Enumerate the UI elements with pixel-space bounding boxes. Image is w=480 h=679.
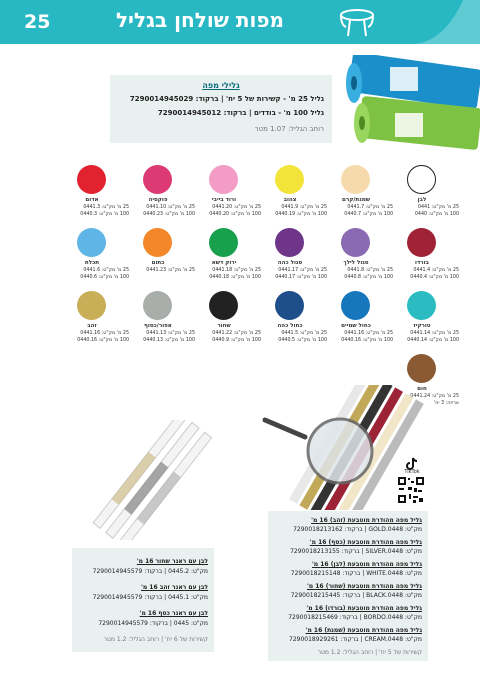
swatch-code-25m: 25 מ' מק"ט: 0441.5 <box>281 331 327 336</box>
swatch-color-circle <box>143 165 172 194</box>
page-number: 25 <box>24 11 51 33</box>
embossed-item-code: מק"ט: 0448.GOLD | ברקוד: 7290018213162 <box>293 526 422 533</box>
color-swatch <box>187 228 261 300</box>
table-icon <box>338 7 376 37</box>
swatch-code-25m: 25 מ' מק"ט: 0441.9 <box>281 205 327 210</box>
swatch-color-circle <box>275 228 304 257</box>
swatch-color-circle <box>407 165 436 194</box>
runner-rolls-image <box>72 420 232 540</box>
color-swatch <box>385 291 459 363</box>
swatch-name: סגול כהה <box>277 260 303 266</box>
swatch-name: תכלת <box>84 260 100 266</box>
swatch-name: כתום <box>151 260 165 266</box>
swatch-name: כחול שמיים <box>341 323 371 329</box>
swatch-code-25m: 25 מ' מק"ט: 0441.13 <box>146 331 195 336</box>
swatch-code-25m: 25 מ' מק"ט: 0441.18 <box>212 268 261 273</box>
swatch-code-25m: 25 מ' מק"ט: 0441.24 <box>410 394 459 399</box>
info-heading: גלילי מפה <box>202 81 240 90</box>
swatch-code-25m: 25 מ' מק"ט: 0441.6 <box>83 268 129 273</box>
swatch-code-100m: 100 מ' מק"ט: 0440.3 <box>80 212 129 217</box>
swatch-name: ירוק דשא <box>211 260 237 266</box>
swatch-code-100m: 100 מ' מק"ט: 0440.6 <box>80 275 129 280</box>
color-swatch <box>187 165 261 237</box>
swatch-code-100m: 100 מ' מק"ט: 0440.20 <box>209 212 261 217</box>
swatch-color-circle <box>341 291 370 320</box>
swatch-name: צהוב <box>283 197 297 203</box>
embossed-item-code: מק"ט: 0448.BORDO | ברקוד: 7290018215469 <box>288 614 422 621</box>
color-swatch <box>55 165 129 237</box>
product-info-box <box>110 75 332 143</box>
swatch-code-25m: 25 מ' מק"ט: 0441 <box>417 205 459 210</box>
swatch-code-100m: 100 מ' מק"ט: 0440.7 <box>344 212 393 217</box>
swatch-color-circle <box>143 291 172 320</box>
swatch-code-100m: 100 מ' מק"ט: 0440.16 <box>77 338 129 343</box>
swatch-color-circle <box>77 291 106 320</box>
swatch-name: שמנת/קרם <box>341 197 371 203</box>
color-swatch <box>121 228 195 300</box>
color-swatch <box>55 291 129 363</box>
runner-footer: קשירות של 6 יח' | רוחב הגליל: 1.2 מטר <box>103 636 208 643</box>
swatch-color-circle <box>77 165 106 194</box>
swatch-code-25m: 25 מ' מק"ט: 0441.7 <box>347 205 393 210</box>
swatch-code-25m: 25 מ' מק"ט: 0441.10 <box>146 205 195 210</box>
swatch-name: בורדו <box>415 260 429 266</box>
swatch-name: אפור/כסוף <box>144 323 172 329</box>
info-line-25m: גליל 25 מ' - קשירות של 5 יח' | ברקוד: 7290014945029 <box>129 95 324 103</box>
embossed-item-code: מק"ט: 0448.SILVER | ברקוד: 7290018213155 <box>290 548 422 555</box>
swatch-code-100m: 100 מ' מק"ט: 0440.16 <box>341 338 393 343</box>
embossed-footer: קשירות של 5 יח' | רוחב הגליל: 1.2 מטר <box>317 649 422 656</box>
embossed-item-title: גליל מפה מהודרת מוטבעת (שמנת) 16 מ' <box>305 627 422 634</box>
swatch-color-circle <box>209 165 238 194</box>
embossed-item-title: גליל מפה מהודרת מוטבעת (כסף) 16 מ' <box>309 539 422 546</box>
swatch-color-circle <box>209 291 238 320</box>
swatch-code-25m: 25 מ' מק"ט: 0441.17 <box>278 268 327 273</box>
swatch-color-circle <box>77 228 106 257</box>
swatch-code-25m: 25 מ' מק"ט: 0441.16 <box>344 331 393 336</box>
swatch-name: אדום <box>85 197 99 203</box>
embossed-products-box <box>268 511 428 661</box>
swatch-name: טורקיז <box>413 323 431 329</box>
swatch-name: זהב <box>87 323 97 329</box>
info-line-100m: גליל 100 מ' - בודדים | ברקוד: 7290014945012 <box>157 109 324 117</box>
swatch-color-circle <box>143 228 172 257</box>
page-title: מפות שולחן בגליל <box>115 8 284 32</box>
swatch-code-25m: 25 מ' מק"ט: 0441.14 <box>410 331 459 336</box>
color-swatch <box>319 228 393 300</box>
info-line-width: רוחב הגליל: 1.07 מטר <box>254 125 324 133</box>
swatch-code-100m: 100 מ' מק"ט: 0440.14 <box>407 338 459 343</box>
color-swatch <box>385 165 459 237</box>
swatch-color-circle <box>407 291 436 320</box>
tiktok-label: TikTok <box>404 469 420 475</box>
color-swatch <box>319 291 393 363</box>
embossed-item-code: מק"ט: 0448.CREAM | ברקוד: 7290018929261 <box>289 636 422 643</box>
swatch-code-100m: 100 מ' מק"ט: 0440.18 <box>209 275 261 280</box>
embossed-item-title: גליל מפה מהודרת מוטבעת (שחור) 16 מ' <box>306 583 422 590</box>
color-swatch <box>121 291 195 363</box>
swatch-color-circle <box>275 291 304 320</box>
swatch-color-circle <box>341 228 370 257</box>
swatch-code-100m: אריזה: 3 יח' <box>433 401 459 406</box>
swatch-name: כחול כהה <box>277 323 303 329</box>
embossed-item-code: מק"ט: 0448.BLACK | ברקוד: 7290018215445 <box>290 592 422 599</box>
swatch-code-100m: 100 מ' מק"ט: 0440.4 <box>410 275 459 280</box>
embossed-item-title: גליל מפה מהודרת מוטבעת (בורדו) 16 מ' <box>306 605 422 612</box>
swatch-name: סגול לילך <box>343 260 369 266</box>
swatch-code-100m: 100 מ' מק"ט: 0440.19 <box>275 212 327 217</box>
runner-black-code: מק"ט: 0445.2 | ברקוד: 7290014945579 <box>92 568 208 575</box>
swatch-color-circle <box>407 228 436 257</box>
embossed-item-title: גליל מפה מהודרת מוטבעת (לבן) 16 מ' <box>311 561 422 568</box>
swatch-code-100m: 100 מ' מק"ט: 0440.8 <box>344 275 393 280</box>
swatch-code-25m: 25 מ' מק"ט: 0441.22 <box>212 331 261 336</box>
swatch-name: ורוד בייבי <box>211 197 237 203</box>
swatch-color-circle <box>341 165 370 194</box>
swatch-name: שחור <box>217 323 231 329</box>
color-swatch <box>253 228 327 300</box>
embossed-item-code: מק"ט: 0448.WHITE | ברקוד: 7290018215148 <box>290 570 422 577</box>
swatch-name: לבן <box>417 197 427 203</box>
swatch-name: חום <box>417 386 427 392</box>
swatch-code-25m: 25 מ' מק"ט: 0441.8 <box>347 268 393 273</box>
runner-products-box <box>72 548 214 652</box>
embossed-item-title: גליל מפה מהודרת מוטבעת (זהב) 16 מ' <box>311 517 422 524</box>
swatch-code-25m: 25 מ' מק"ט: 0441.20 <box>212 205 261 210</box>
color-swatch <box>253 165 327 237</box>
runner-silver-title: לבן עם ראנר כסף 16 מ' <box>139 610 208 617</box>
runner-silver-code: מק"ט: 0445 | ברקוד: 7290014945579 <box>98 620 208 627</box>
swatch-name: פוקסיה <box>148 197 168 203</box>
color-swatch <box>121 165 195 237</box>
runner-gold-code: מק"ט: 0445.1 | ברקוד: 7290014945579 <box>92 594 208 601</box>
swatch-color-circle <box>275 165 304 194</box>
swatch-code-100m: 100 מ' מק"ט: 0440.9 <box>212 338 261 343</box>
runner-black-title: לבן עם ראנר שחור 16 מ' <box>136 558 208 565</box>
swatch-code-100m: 100 מ' מק"ט: 0440.23 <box>143 212 195 217</box>
swatch-code-100m: 100 מ' מק"ט: 0440.5 <box>278 338 327 343</box>
swatch-code-100m: 100 מ' מק"ט: 0440.13 <box>143 338 195 343</box>
color-swatch <box>385 228 459 300</box>
table-roll-product-image <box>340 55 480 155</box>
qr-code-icon[interactable] <box>397 476 425 504</box>
swatch-code-25m: 25 מ' מק"ט: 0441.4 <box>413 268 459 273</box>
swatch-code-25m: 25 מ' מק"ט: 0441.16 <box>80 331 129 336</box>
runner-gold-title: לבן עם ראנר זהב 16 מ' <box>140 584 208 591</box>
swatch-code-100m: 100 מ' מק"ט: 0440 <box>414 212 459 217</box>
header-decoration <box>415 0 480 44</box>
color-swatch <box>187 291 261 363</box>
swatch-color-circle <box>407 354 436 383</box>
swatch-color-circle <box>209 228 238 257</box>
swatch-code-25m: 25 מ' מק"ט: 0441.23 <box>146 268 195 273</box>
color-swatch <box>319 165 393 237</box>
swatch-code-100m: 100 מ' מק"ט: 0440.17 <box>275 275 327 280</box>
swatch-code-25m: 25 מ' מק"ט: 0441.3 <box>83 205 129 210</box>
color-swatch <box>55 228 129 300</box>
color-swatch <box>253 291 327 363</box>
